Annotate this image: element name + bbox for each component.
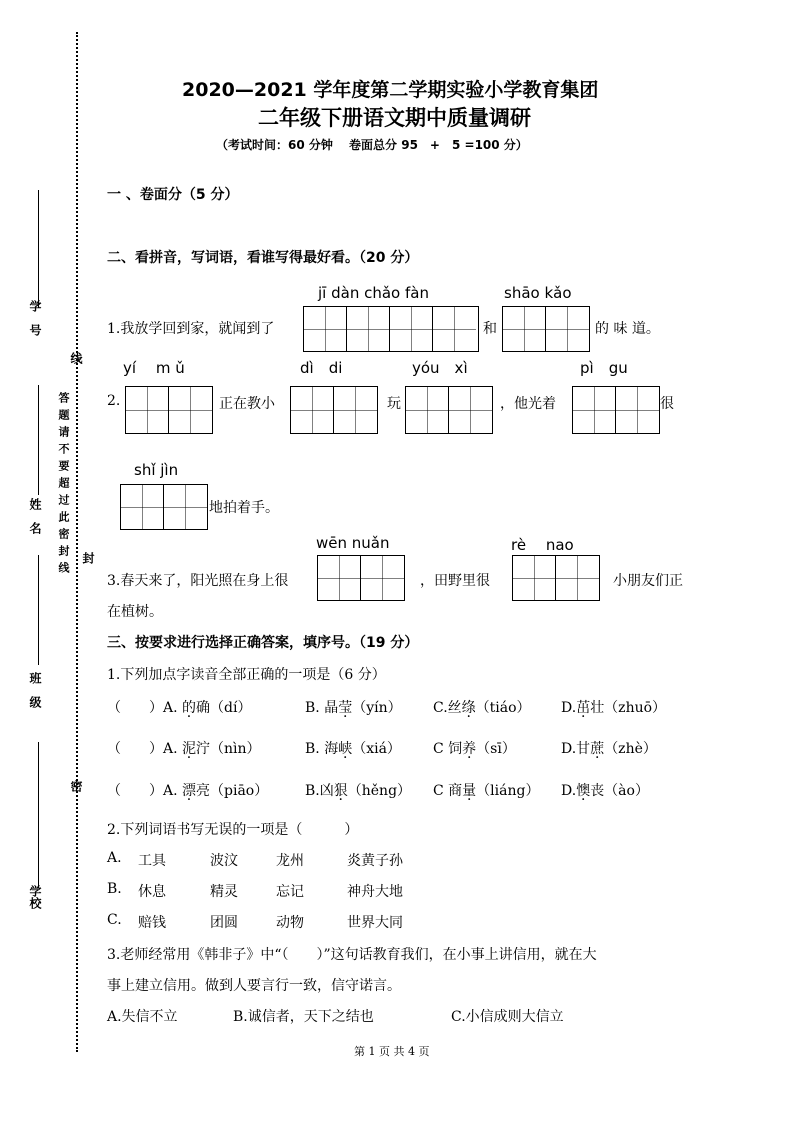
pinyin-jidan-chaofan: jī dàn chǎo fàn bbox=[318, 284, 429, 302]
s3-q3-line1: 3.老师经常用《韩非子》中“（ ）”这句话教育我们，在小事上讲信用，就在大 bbox=[107, 947, 597, 963]
option-text: （tiáo） bbox=[475, 700, 531, 716]
s3-q3-line2: 事上建立信用。做到人要言行一致，信守诺言。 bbox=[107, 978, 401, 994]
reading-option-a bbox=[107, 780, 268, 800]
option-text: B. 海 bbox=[305, 741, 339, 757]
reading-option-d bbox=[561, 780, 649, 800]
word-option-word: 工具 bbox=[138, 853, 166, 869]
option-text: （yín） bbox=[352, 700, 402, 716]
q3-text-a: 3.春天来了，阳光照在身上很 bbox=[107, 573, 289, 589]
option-text: B. 晶 bbox=[305, 700, 339, 716]
student-no-line bbox=[38, 190, 39, 308]
option-text: （xiá） bbox=[352, 741, 401, 757]
option-text: C 商 bbox=[433, 783, 463, 799]
dotted-character: 泥 bbox=[182, 741, 197, 757]
page-number: 第 1 页 共 4 页 bbox=[354, 1045, 430, 1058]
dotted-character: 养 bbox=[462, 741, 477, 757]
reading-option-b bbox=[305, 738, 401, 758]
dotted-character: 莹 bbox=[338, 700, 353, 716]
word-option-letter: B. bbox=[107, 881, 122, 897]
answer-grid-q2e[interactable] bbox=[120, 484, 208, 530]
reading-option-d bbox=[561, 738, 657, 758]
reading-option-d bbox=[561, 697, 666, 717]
dotted-character: 蔗 bbox=[590, 741, 605, 757]
option-text: D. bbox=[561, 700, 577, 716]
option-text: 壮（zhuō） bbox=[590, 700, 667, 716]
q2-text-a: 正在教小 bbox=[219, 396, 275, 412]
answer-grid-q3a[interactable] bbox=[317, 555, 405, 601]
reading-option-c bbox=[433, 697, 531, 717]
s3-q3-option-b: B.诚信者，天下之结也 bbox=[233, 1009, 374, 1025]
option-text: （liáng） bbox=[476, 783, 540, 799]
q3-text-c: 小朋友们正 bbox=[613, 573, 683, 589]
class-line bbox=[38, 555, 39, 665]
word-option-word: 世界大同 bbox=[347, 915, 403, 931]
q3-text-b: ，田野里很 bbox=[420, 573, 490, 589]
word-option-letter: A. bbox=[107, 850, 122, 866]
page-title-line2: 二年级下册语文期中质量调研 bbox=[258, 106, 531, 130]
dotted-character: 茁 bbox=[576, 700, 591, 716]
school-label: 学校 bbox=[28, 885, 42, 909]
dotted-character: 量 bbox=[462, 783, 477, 799]
option-text: B.凶 bbox=[305, 783, 334, 799]
dotted-character: 狠 bbox=[333, 783, 348, 799]
option-text: （ ）A. bbox=[107, 700, 183, 716]
s3-q3-option-a: A.失信不立 bbox=[107, 1009, 178, 1025]
dotted-character: 的 bbox=[182, 700, 197, 716]
reading-option-a bbox=[107, 738, 261, 758]
reading-option-b bbox=[305, 697, 402, 717]
pinyin-yimu: yí m ǔ bbox=[123, 359, 185, 377]
answer-grid-q3b[interactable] bbox=[512, 555, 600, 601]
option-text: 亮（piāo） bbox=[196, 783, 269, 799]
word-option-word: 神舟大地 bbox=[347, 884, 403, 900]
seal-notice: 答题请不要超过此密封线 bbox=[57, 392, 70, 579]
option-text: （sī） bbox=[476, 741, 516, 757]
school-line-top bbox=[38, 742, 39, 852]
option-text: D.甘 bbox=[561, 741, 591, 757]
name-line bbox=[38, 385, 39, 495]
q1-text-a: 1.我放学回到家，就闻到了 bbox=[107, 321, 275, 337]
option-text: （hěng） bbox=[347, 783, 412, 799]
q3-text-d: 在植树。 bbox=[107, 604, 163, 620]
section1-title: 一 、卷面分（5 分） bbox=[107, 187, 239, 203]
q2-text-d: 很 bbox=[660, 396, 674, 412]
option-text: （ ）A. bbox=[107, 741, 183, 757]
reading-option-b bbox=[305, 780, 411, 800]
answer-grid-q2b[interactable] bbox=[290, 386, 378, 434]
option-text: 丧（ào） bbox=[590, 783, 649, 799]
dotted-character: 漂 bbox=[182, 783, 197, 799]
option-text: （zhè） bbox=[604, 741, 657, 757]
answer-grid-q1b[interactable] bbox=[502, 306, 590, 352]
answer-grid-q2d[interactable] bbox=[572, 386, 660, 434]
pinyin-shijin: shǐ jìn bbox=[134, 461, 179, 479]
q2-text-e: 地拍着手。 bbox=[209, 500, 279, 516]
option-text: D. bbox=[561, 783, 577, 799]
seal-char: 封 bbox=[81, 552, 95, 564]
word-option-word: 炎黄子孙 bbox=[347, 853, 403, 869]
q2-num: 2. bbox=[107, 393, 121, 409]
s3-q2-title: 2.下列词语书写无误的一项是（ ） bbox=[107, 822, 359, 838]
answer-grid-q1a[interactable] bbox=[303, 306, 479, 352]
word-option-word: 波汶 bbox=[210, 853, 238, 869]
word-option-word: 赔钱 bbox=[138, 915, 166, 931]
word-option-word: 忘记 bbox=[276, 884, 304, 900]
dotted-character: 峡 bbox=[338, 741, 353, 757]
pinyin-youxi: yóu xì bbox=[412, 359, 468, 377]
dotted-character: 懊 bbox=[576, 783, 591, 799]
answer-grid-q2a[interactable] bbox=[125, 386, 213, 434]
word-option-word: 精灵 bbox=[210, 884, 238, 900]
school-line bbox=[38, 848, 39, 888]
pinyin-didi: dì di bbox=[300, 359, 343, 377]
word-option-word: 龙州 bbox=[276, 853, 304, 869]
option-text: 泞（nìn） bbox=[196, 741, 261, 757]
option-text: （ ）A. bbox=[107, 783, 183, 799]
q1-and: 和 bbox=[483, 321, 497, 337]
word-option-word: 团圆 bbox=[210, 915, 238, 931]
answer-grid-q2c[interactable] bbox=[405, 386, 493, 434]
q2-text-b: 玩 bbox=[387, 396, 401, 412]
option-text: C 饲 bbox=[433, 741, 463, 757]
word-option-letter: C. bbox=[107, 912, 122, 928]
q2-text-c: ，他光着 bbox=[500, 396, 556, 412]
s3-q3-option-c: C.小信成则大信立 bbox=[451, 1009, 564, 1025]
name-label: 姓 名 bbox=[28, 498, 42, 534]
option-text: 确（dí） bbox=[196, 700, 252, 716]
word-option-word: 休息 bbox=[138, 884, 166, 900]
secret-char: 密 bbox=[69, 780, 83, 792]
section3-title: 三、按要求进行选择正确答案，填序号。（19 分） bbox=[107, 635, 419, 651]
word-option-word: 动物 bbox=[276, 915, 304, 931]
page-title-line1: 2020—2021 学年度第二学期实验小学教育集团 bbox=[182, 79, 599, 101]
binding-dotted-line bbox=[76, 32, 78, 1052]
pinyin-renao: rè nao bbox=[511, 536, 574, 554]
q1-text-b: 的 味 道。 bbox=[595, 321, 660, 337]
pinyin-shaokao: shāo kǎo bbox=[504, 284, 572, 302]
reading-option-a bbox=[107, 697, 251, 717]
section2-title: 二、看拼音，写词语，看谁写得最好看。（20 分） bbox=[107, 250, 419, 266]
dotted-character: 绦 bbox=[461, 700, 476, 716]
pinyin-pigu: pì gu bbox=[580, 359, 628, 377]
exam-info: （考试时间：60 分钟 卷面总分 95 + 5 =100 分） bbox=[216, 138, 528, 152]
pinyin-wennuan: wēn nuǎn bbox=[316, 534, 390, 552]
line-char: 线 bbox=[69, 352, 83, 364]
reading-option-c bbox=[433, 738, 516, 758]
class-label: 班 级 bbox=[28, 672, 42, 708]
option-text: C.丝 bbox=[433, 700, 462, 716]
s3-q1-title: 1.下列加点字读音全部正确的一项是（6 分） bbox=[107, 667, 386, 683]
student-no-label: 学 号 bbox=[28, 300, 42, 336]
reading-option-c bbox=[433, 780, 539, 800]
